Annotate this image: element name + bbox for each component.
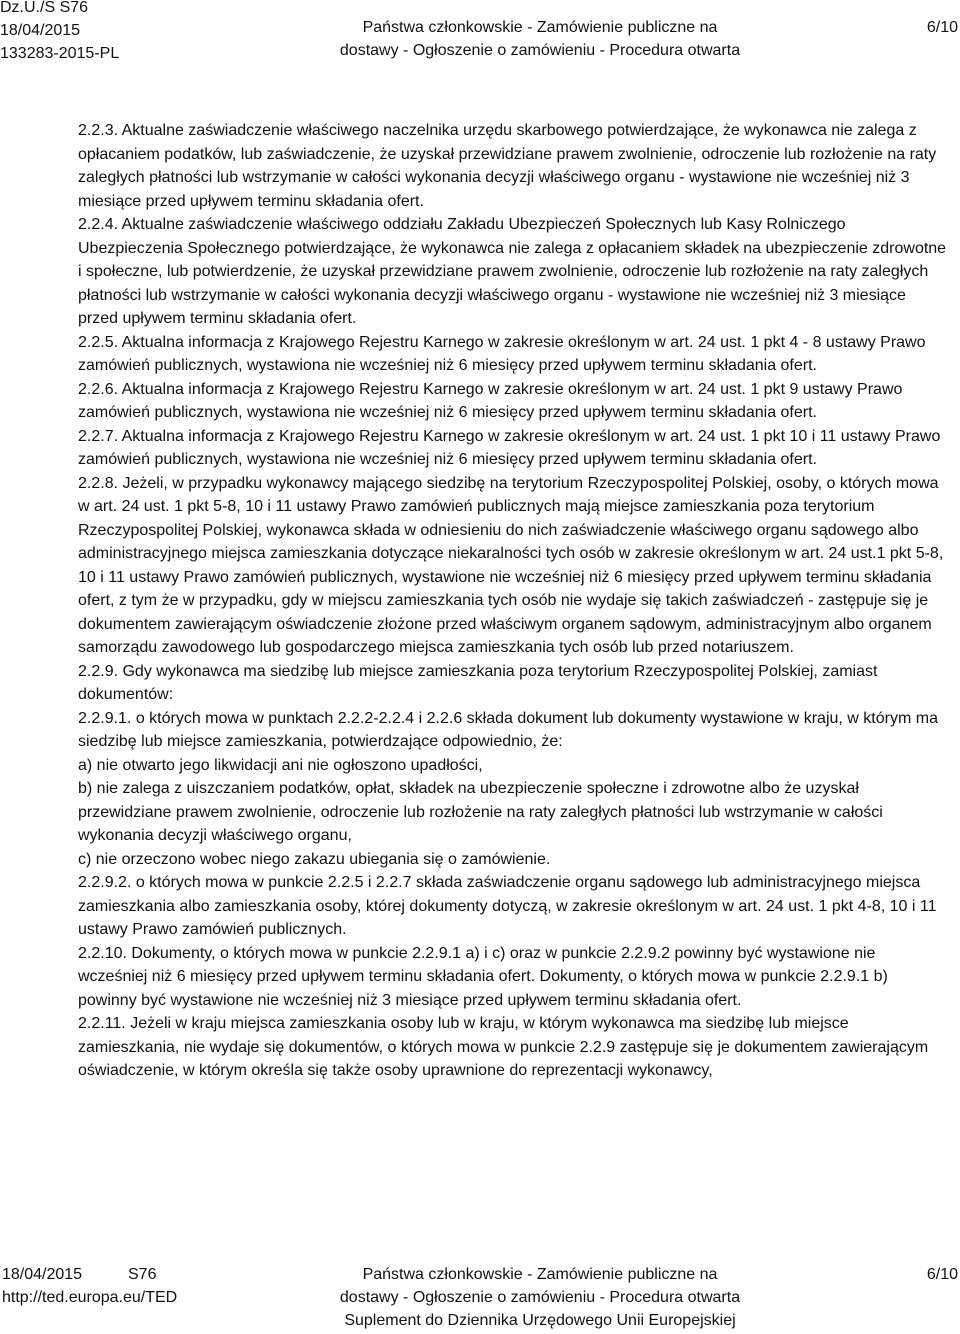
header-title-line-2: dostawy - Ogłoszenie o zamówieniu - Procedura otwarta — [339, 42, 741, 59]
header-title-line-1: Państwa członkowskie - Zamówienie publiczne na — [362, 19, 718, 36]
paragraph-2-2-5: 2.2.5. Aktualna informacja z Krajowego Rejestru Karnego w zakresie określonym w art. 24 ust. 1 pkt 4 - 8 ustawy Prawo zamówień publicznych, wystawiona nie wcześniej niż 6 miesięcy przed upływem terminu składania ofert. — [78, 333, 926, 374]
header-center — [280, 16, 800, 62]
footer-supplement: Suplement do Dziennika Urzędowego Unii Europejskiej — [344, 1312, 736, 1329]
paragraph-2-2-9-1: 2.2.9.1. o których mowa w punktach 2.2.2-2.2.4 i 2.2.6 składa dokument lub dokumenty wystawione w kraju, w którym ma siedzibę lub miejsce zamieszkania, potwierdzające odpowiednio, że: — [78, 709, 938, 750]
paragraph-2-2-6: 2.2.6. Aktualna informacja z Krajowego Rejestru Karnego w zakresie określonym w art. 24 ust. 1 pkt 9 ustawy Prawo zamówień publicznych, wystawiona nie wcześniej niż 6 miesięcy przed upływem terminu składania ofert. — [78, 380, 903, 421]
notice-number: 133283-2015-PL — [0, 45, 120, 62]
footer-title-line-1: Państwa członkowskie - Zamówienie publiczne na — [362, 1266, 718, 1283]
paragraph-2-2-8: 2.2.8. Jeżeli, w przypadku wykonawcy mającego siedzibę na terytorium Rzeczypospolitej Polskiej, osoby, o których mowa w art. 24 ust. 1 pkt 5-8, 10 i 11 ustawy Prawo zamówień publicznych mają miejsce zamieszkania poza terytorium Rzeczypospolitej Polskiej, wykonawca składa w odniesieniu do nich zaświadczenie właściwego organu sądowego albo administracyjnego miejsca zamieszkania dotyczące niekaralności tych osób w zakresie określonym w art. 24 ust.1 pkt 5-8, 10 i 11 ustawy Prawo zamówień publicznych, wystawione nie wcześniej niż 6 miesięcy przed upływem terminu składania ofert, z tym że w przypadku, gdy w miejscu zamieszkania tych osób nie wydaje się takich zaświadczeń - zastępuje się je dokumentem zawierającym oświadczenie złożone przed właściwym organem sądowym, administracyjnym albo organem samorządu zawodowego lub gospodarczego miejsca zamieszkania tych osób lub przed notariuszem. — [78, 474, 944, 656]
list-item-b: b) nie zalega z uiszczaniem podatków, opłat, składek na ubezpieczenie społeczne i zdrowotne albo że uzyskał przewidziane prawem zwolnienie, odroczenie lub rozłożenie na raty zaległych płatności lub wstrzymanie w całości wykonania decyzji właściwego organu, — [78, 780, 883, 844]
footer-date: 18/04/2015 — [2, 1266, 83, 1283]
header-date: 18/04/2015 — [0, 22, 81, 39]
footer-center — [280, 1263, 800, 1332]
footer-page-number: 6/10 — [926, 1266, 958, 1283]
list-item-a: a) nie otwarto jego likwidacji ani nie ogłoszono upadłości, — [78, 756, 483, 774]
header-left — [0, 0, 119, 65]
paragraph-2-2-9: 2.2.9. Gdy wykonawca ma siedzibę lub miejsce zamieszkania poza terytorium Rzeczypospolitej Polskiej, zamiast dokumentów: — [78, 662, 878, 703]
document-body — [78, 119, 948, 1083]
paragraph-2-2-11: 2.2.11. Jeżeli w kraju miejsca zamieszkania osoby lub w kraju, w którym wykonawca ma siedzibę lub miejsce zamieszkania, nie wydaje się dokumentów, o których mowa w punkcie 2.2.9 zastępuje się je dokumentem zawierającym oświadczenie, w którym określa się także osoby uprawnione do reprezentacji wykonawcy, — [78, 1015, 929, 1079]
header-page-number: 6/10 — [926, 19, 958, 36]
paragraph-2-2-4: 2.2.4. Aktualne zaświadczenie właściwego oddziału Zakładu Ubezpieczeń Społecznych lub Kasy Rolniczego Ubezpieczenia Społecznego potwierdzające, że wykonawca nie zalega z opłacaniem składek na ubezpieczenie zdrowotne i społeczne, lub potwierdzenie, że uzyskał przewidziane prawem zwolnienie, odroczenie lub rozłożenie na raty zaległych płatności lub wstrzymanie w całości wykonania decyzji właściwego organu - wystawione nie wcześniej niż 3 miesiące przed upływem terminu składania ofert. — [78, 216, 947, 327]
paragraph-2-2-9-2: 2.2.9.2. o których mowa w punkcie 2.2.5 i 2.2.7 składa zaświadczenie organu sądowego lub administracyjnego miejsca zamieszkania albo zamieszkania osoby, której dokumenty dotyczą, w zakresie określonym w art. 24 ust. 1 pkt 4-8, 10 i 11 ustawy Prawo zamówień publicznych. — [78, 874, 937, 938]
footer-url: http://ted.europa.eu/TED — [2, 1289, 178, 1306]
journal-ref: Dz.U./S S76 — [0, 0, 89, 16]
paragraph-2-2-10: 2.2.10. Dokumenty, o których mowa w punkcie 2.2.9.1 a) i c) oraz w punkcie 2.2.9.2 powinny być wystawione nie wcześniej niż 6 miesięcy przed upływem terminu składania ofert. Dokumenty, o których mowa w punkcie 2.2.9.1 b) powinny być wystawione nie wcześniej niż 3 miesiące przed upływem terminu składania ofert. — [78, 944, 888, 1009]
paragraph-2-2-7: 2.2.7. Aktualna informacja z Krajowego Rejestru Karnego w zakresie określonym w art. 24 ust. 1 pkt 10 i 11 ustawy Prawo zamówień publicznych, wystawiona nie wcześniej niż 6 miesięcy przed upływem terminu składania ofert. — [78, 427, 941, 468]
footer-title-line-2: dostawy - Ogłoszenie o zamówieniu - Procedura otwarta — [339, 1289, 741, 1306]
footer-series: S76 — [128, 1266, 157, 1283]
list-item-c: c) nie orzeczono wobec niego zakazu ubiegania się o zamówienie. — [78, 850, 551, 868]
paragraph-2-2-3: 2.2.3. Aktualne zaświadczenie właściwego naczelnika urzędu skarbowego potwierdzające, że wykonawca nie zalega z opłacaniem podatków, lub zaświadczenie, że uzyskał przewidziane prawem zwolnienie, odroczenie lub rozłożenie na raty zaległych płatności lub wstrzymanie w całości wykonania decyzji właściwego organu - wystawione nie wcześniej niż 3 miesiące przed upływem terminu składania ofert. — [78, 122, 937, 210]
